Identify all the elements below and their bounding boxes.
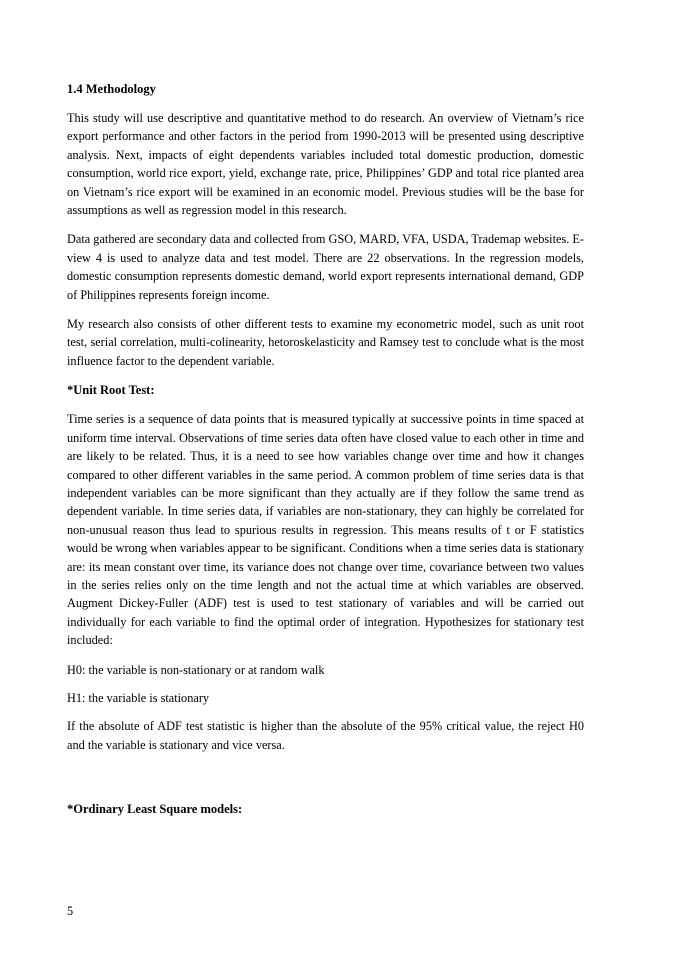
page-number: 5	[67, 904, 74, 918]
paragraph-adf-conclusion: If the absolute of ADF test statistic is higher than the absolute of the 95% critical value, the reject H0 and the variable is stationary and vice versa.	[67, 719, 584, 752]
section-heading-methodology: 1.4 Methodology	[67, 82, 156, 96]
paragraph-tests: My research also consists of other different tests to examine my econometric model, such as unit root test, serial correlation, multi-colinearity, hetoroskelasticity and Ramsey test to conclude what is the most influence factor to the dependent variable.	[67, 317, 584, 368]
hypothesis-h0: H0: the variable is non-stationary or at random walk	[67, 662, 325, 677]
subheading-unit-root-test: *Unit Root Test:	[67, 383, 155, 398]
subheading-ols-models: *Ordinary Least Square models:	[67, 802, 243, 817]
paragraph-data-sources: Data gathered are secondary data and collected from GSO, MARD, VFA, USDA, Trademap websites. E-view 4 is used to analyze data and test model. There are 22 observations. In the regression models, domestic consumption represents domestic demand, world export represents international demand, GDP of Philippines represents foreign income.	[67, 232, 584, 302]
paragraph-overview: This study will use descriptive and quantitative method to do research. An overview of Vietnam’s rice export performance and other factors in the period from 1990-2013 will be presented using descriptive analysis. Next, impacts of eight dependents variables included total domestic production, domestic consumption, world rice export, yield, exchange rate, price, Philippines’ GDP and total rice planted area on Vietnam’s rice export will be examined in an economic model. Previous studies will be the base for assumptions as well as regression model in this research.	[67, 111, 584, 218]
hypothesis-h1: H1: the variable is stationary	[67, 690, 210, 705]
paragraph-unit-root: Time series is a sequence of data points that is measured typically at successive points in time spaced at uniform time interval. Observations of time series data often have closed value to each other in time and are likely to be related. Thus, it is a need to see how variables change over time and how it changes compared to other different variables in the same period. A common problem of time series data is that independent variables can be more significant than they actually are if they follow the same trend as dependent variable. In time series data, if variables are non-stationary, they can highly be correlated for non-unusual reason thus lead to spurious results in regression. This means results of t or F statistics would be wrong when variables appear to be significant. Conditions when a time series data is stationary are: its mean constant over time, its variance does not change over time, covariance between two values in the series relies only on the time length and not the actual time at which variables are observed. Augment Dickey-Fuller (ADF) test is used to test stationary of variables and will be carried out individually for each variable to find the optimal order of integration. Hypothesizes for stationary test included:	[67, 412, 584, 648]
